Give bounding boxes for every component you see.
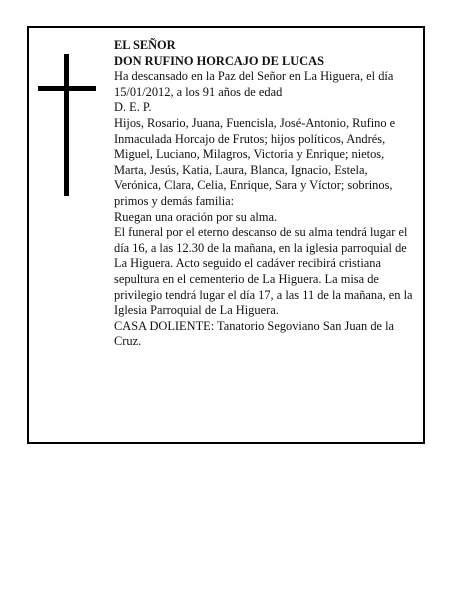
prayer-request: Ruegan una oración por su alma.	[114, 209, 278, 224]
deceased-name: DON RUFINO HORCAJO DE LUCAS	[114, 53, 324, 68]
mourning-house: CASA DOLIENTE: Tanatorio Segoviano San Juan de la Cruz.	[114, 318, 395, 349]
funeral-details: El funeral por el eterno descanso de su alma tendrá lugar el día 16, a las 12.30 de la mañana, en la iglesia parroquial de La Higuera. Acto seguido el cadáver recibirá cristiana sepultura en el cementerio de La Higuera. La misa de privilegio tendrá lugar el día 17, a las 11 de la mañana, en la Iglesia Parroquial de La Higuera.	[114, 225, 413, 318]
dep-line: D. E. P.	[114, 100, 152, 115]
family-list: Hijos, Rosario, Juana, Fuencisla, José-Antonio, Rufino e Inmaculada Horcajo de Frutos; hijos políticos, Andrés, Miguel, Luciano, Milagros, Victoria y Enrique; nietos, Marta, Jesús, Katia, Laura, Blanca, Ignacio, Estela, Verónica, Clara, Celia, Enrique, Sara y Víctor; sobrinos, primos y demás familia:	[114, 115, 396, 208]
obituary-text	[114, 38, 414, 350]
obituary-title: EL SEÑOR	[114, 38, 176, 52]
rest-statement: Ha descansado en la Paz del Señor en La Higuera, el día 15/01/2012, a los 91 años de edad	[114, 69, 394, 99]
